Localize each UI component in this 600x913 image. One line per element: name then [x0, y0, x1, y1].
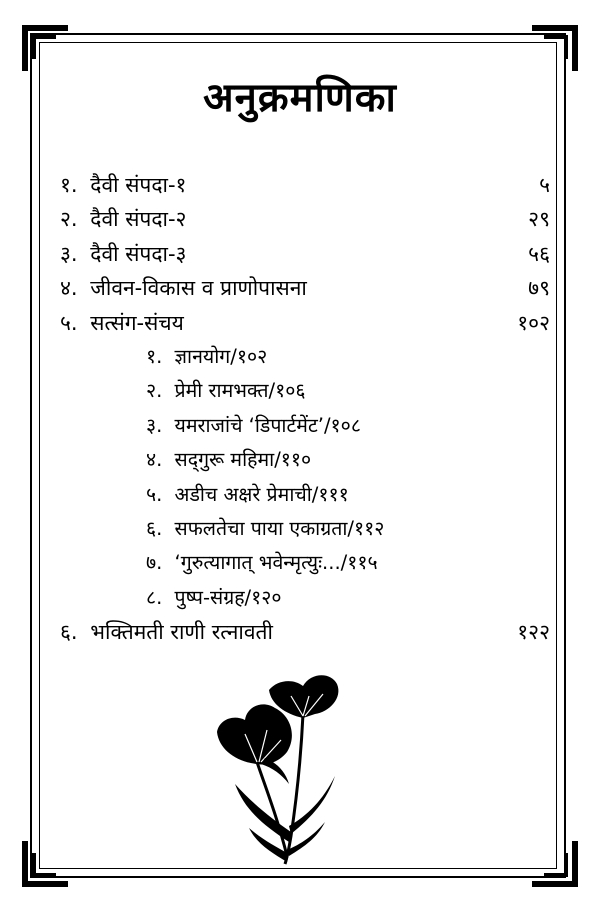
toc-subentry[interactable] — [60, 374, 550, 408]
toc-subentry[interactable] — [60, 340, 550, 374]
entry-title: सत्संग-संचय — [90, 310, 184, 335]
subentry-title: पुष्प-संग्रह/१२० — [174, 585, 282, 609]
toc-entry[interactable] — [60, 168, 550, 202]
corner-ornament-bottom-left — [22, 841, 68, 887]
toc-subentry[interactable] — [60, 478, 550, 512]
subentry-number: ८. — [146, 585, 163, 609]
subentry-number: १. — [146, 344, 163, 368]
entry-page-number: ५६ — [528, 241, 550, 266]
entry-number: ३. — [60, 241, 78, 266]
toc-entry[interactable] — [60, 271, 550, 305]
entry-title: दैवी संपदा-१ — [90, 173, 187, 197]
subentry-title: सफलतेचा पाया एकाग्रता/११२ — [174, 516, 385, 540]
entry-title: दैवी संपदा-२ — [90, 207, 187, 232]
toc-entry[interactable] — [60, 615, 550, 649]
toc-entry[interactable] — [60, 237, 550, 271]
entry-page-number: ७९ — [528, 276, 550, 301]
corner-ornament-top-left — [22, 25, 68, 71]
toc-subentry[interactable] — [60, 409, 550, 443]
subentry-title: सद्‌गुरू महिमा/११० — [174, 448, 312, 472]
page-title: अनुक्रमणिका — [203, 74, 397, 121]
entry-title: जीवन-विकास व प्राणोपासना — [90, 276, 307, 301]
entry-number: ४. — [60, 276, 78, 301]
subentry-number: २. — [146, 379, 163, 403]
subentry-number: ६. — [146, 516, 163, 540]
subentry-number: ४. — [146, 448, 163, 472]
entry-page-number: १२२ — [517, 620, 550, 645]
corner-ornament-top-right — [532, 25, 578, 71]
entry-page-number: २९ — [528, 207, 550, 232]
toc-subentry[interactable] — [60, 512, 550, 546]
entry-number: ६. — [60, 620, 78, 645]
entry-page-number: ५ — [539, 173, 550, 197]
table-of-contents — [60, 168, 550, 649]
subentry-number: ५. — [146, 482, 163, 506]
toc-subentry[interactable] — [60, 581, 550, 615]
corner-ornament-bottom-right — [532, 841, 578, 887]
toc-subentry[interactable] — [60, 546, 550, 580]
subentry-number: ७. — [146, 551, 163, 575]
entry-number: १. — [60, 173, 78, 197]
entry-title: भक्तिमती राणी रत्नावती — [90, 620, 273, 645]
entry-number: ५. — [60, 310, 78, 335]
entry-title: दैवी संपदा-३ — [90, 241, 187, 266]
subentry-title: ज्ञानयोग/१०२ — [174, 344, 268, 368]
subentry-title: प्रेमी रामभक्त/१०६ — [174, 379, 306, 403]
toc-entry[interactable] — [60, 202, 550, 236]
subentry-title: यमराजांचे ‘डिपार्टमेंट’/१०८ — [174, 413, 361, 437]
toc-entry[interactable] — [60, 306, 550, 340]
subentry-title: ‘गुरुत्यागात् भवेन्मृत्युः.../११५ — [174, 551, 378, 575]
subentry-title: अडीच अक्षरे प्रेमाची/१११ — [174, 482, 349, 506]
entry-page-number: १०२ — [517, 310, 550, 335]
entry-number: २. — [60, 207, 78, 232]
subentry-number: ३. — [146, 413, 163, 437]
flower-illustration — [205, 666, 365, 866]
toc-subentry[interactable] — [60, 443, 550, 477]
